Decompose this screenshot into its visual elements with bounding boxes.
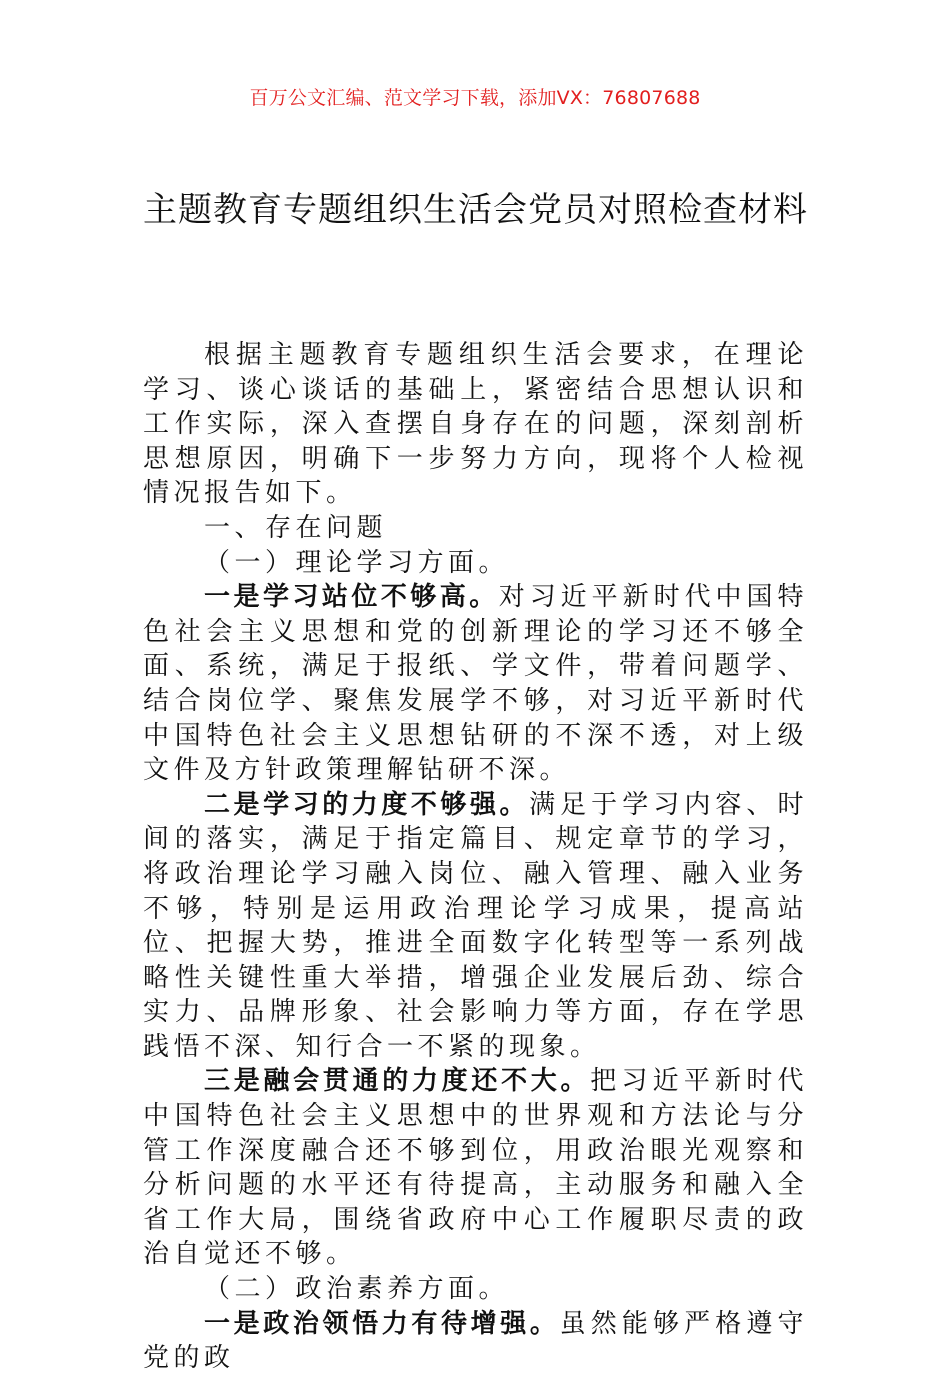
heading-text: （二）政治素养方面。 [204, 1274, 510, 1305]
paragraph-point-3 [143, 1064, 808, 1272]
point-lead: 一是政治领悟力有待增强。 [204, 1308, 560, 1339]
intro-paragraph [143, 338, 808, 511]
paragraph-point-2 [143, 788, 808, 1065]
paragraph-point-political-1 [143, 1307, 808, 1376]
paragraph-text: 对习近平新时代中国特色社会主义思想和党的创新理论的学习还不够全面、系统，满足于报纸、学文件，带着问题学、结合岗位学、聚焦发展学不够，对习近平新时代中国特色社会主义思想钻研的不深不透，对上级文件及方针政策理解钻研不深。 [143, 582, 808, 786]
paragraph-text: 根据主题教育专题组织生活会要求，在理论学习、谈心谈话的基础上，紧密结合思想认识和工作实际，深入查摆自身存在的问题，深刻剖析思想原因，明确下一步努力方向，现将个人检视情况报告如下。 [143, 340, 808, 509]
point-lead: 二是学习的力度不够强。 [204, 789, 530, 820]
section-heading-problems [143, 511, 808, 546]
document-body [143, 338, 808, 1376]
paragraph-text: 满足于学习内容、时间的落实，满足于指定篇目、规定章节的学习，将政治理论学习融入岗位、融入管理、融入业务不够，特别是运用政治理论学习成果，提高站位、把握大势，推进全面数字化转型等一系列战略性关键性重大举措，增强企业发展后劲、综合实力、品牌形象、社会影响力等方面，存在学思践悟不深、知行合一不紧的现象。 [143, 789, 808, 1062]
subsection-heading-political-literacy [143, 1272, 808, 1307]
heading-text: 一、存在问题 [204, 512, 388, 543]
point-lead: 一是学习站位不够高。 [204, 582, 499, 613]
paragraph-text: 把习近平新时代中国特色社会主义思想中的世界观和方法论与分管工作深度融合还不够到位，用政治眼光观察和分析问题的水平还有待提高，主动服务和融入全省工作大局，围绕省政府中心工作履职尽责的政治自觉还不够。 [143, 1066, 808, 1270]
paragraph-text: 虽然能够严格遵守党的政 [143, 1308, 808, 1374]
point-lead: 三是融会贯通的力度还不大。 [204, 1066, 591, 1097]
heading-text: （一）理论学习方面。 [204, 547, 510, 578]
paragraph-point-1 [143, 580, 808, 788]
document-title: 主题教育专题组织生活会党员对照检查材料 [143, 190, 808, 230]
watermark-header-note: 百万公文汇编、范文学习下载，添加VX：76807688 [249, 87, 701, 109]
subsection-heading-theory-study [143, 546, 808, 581]
